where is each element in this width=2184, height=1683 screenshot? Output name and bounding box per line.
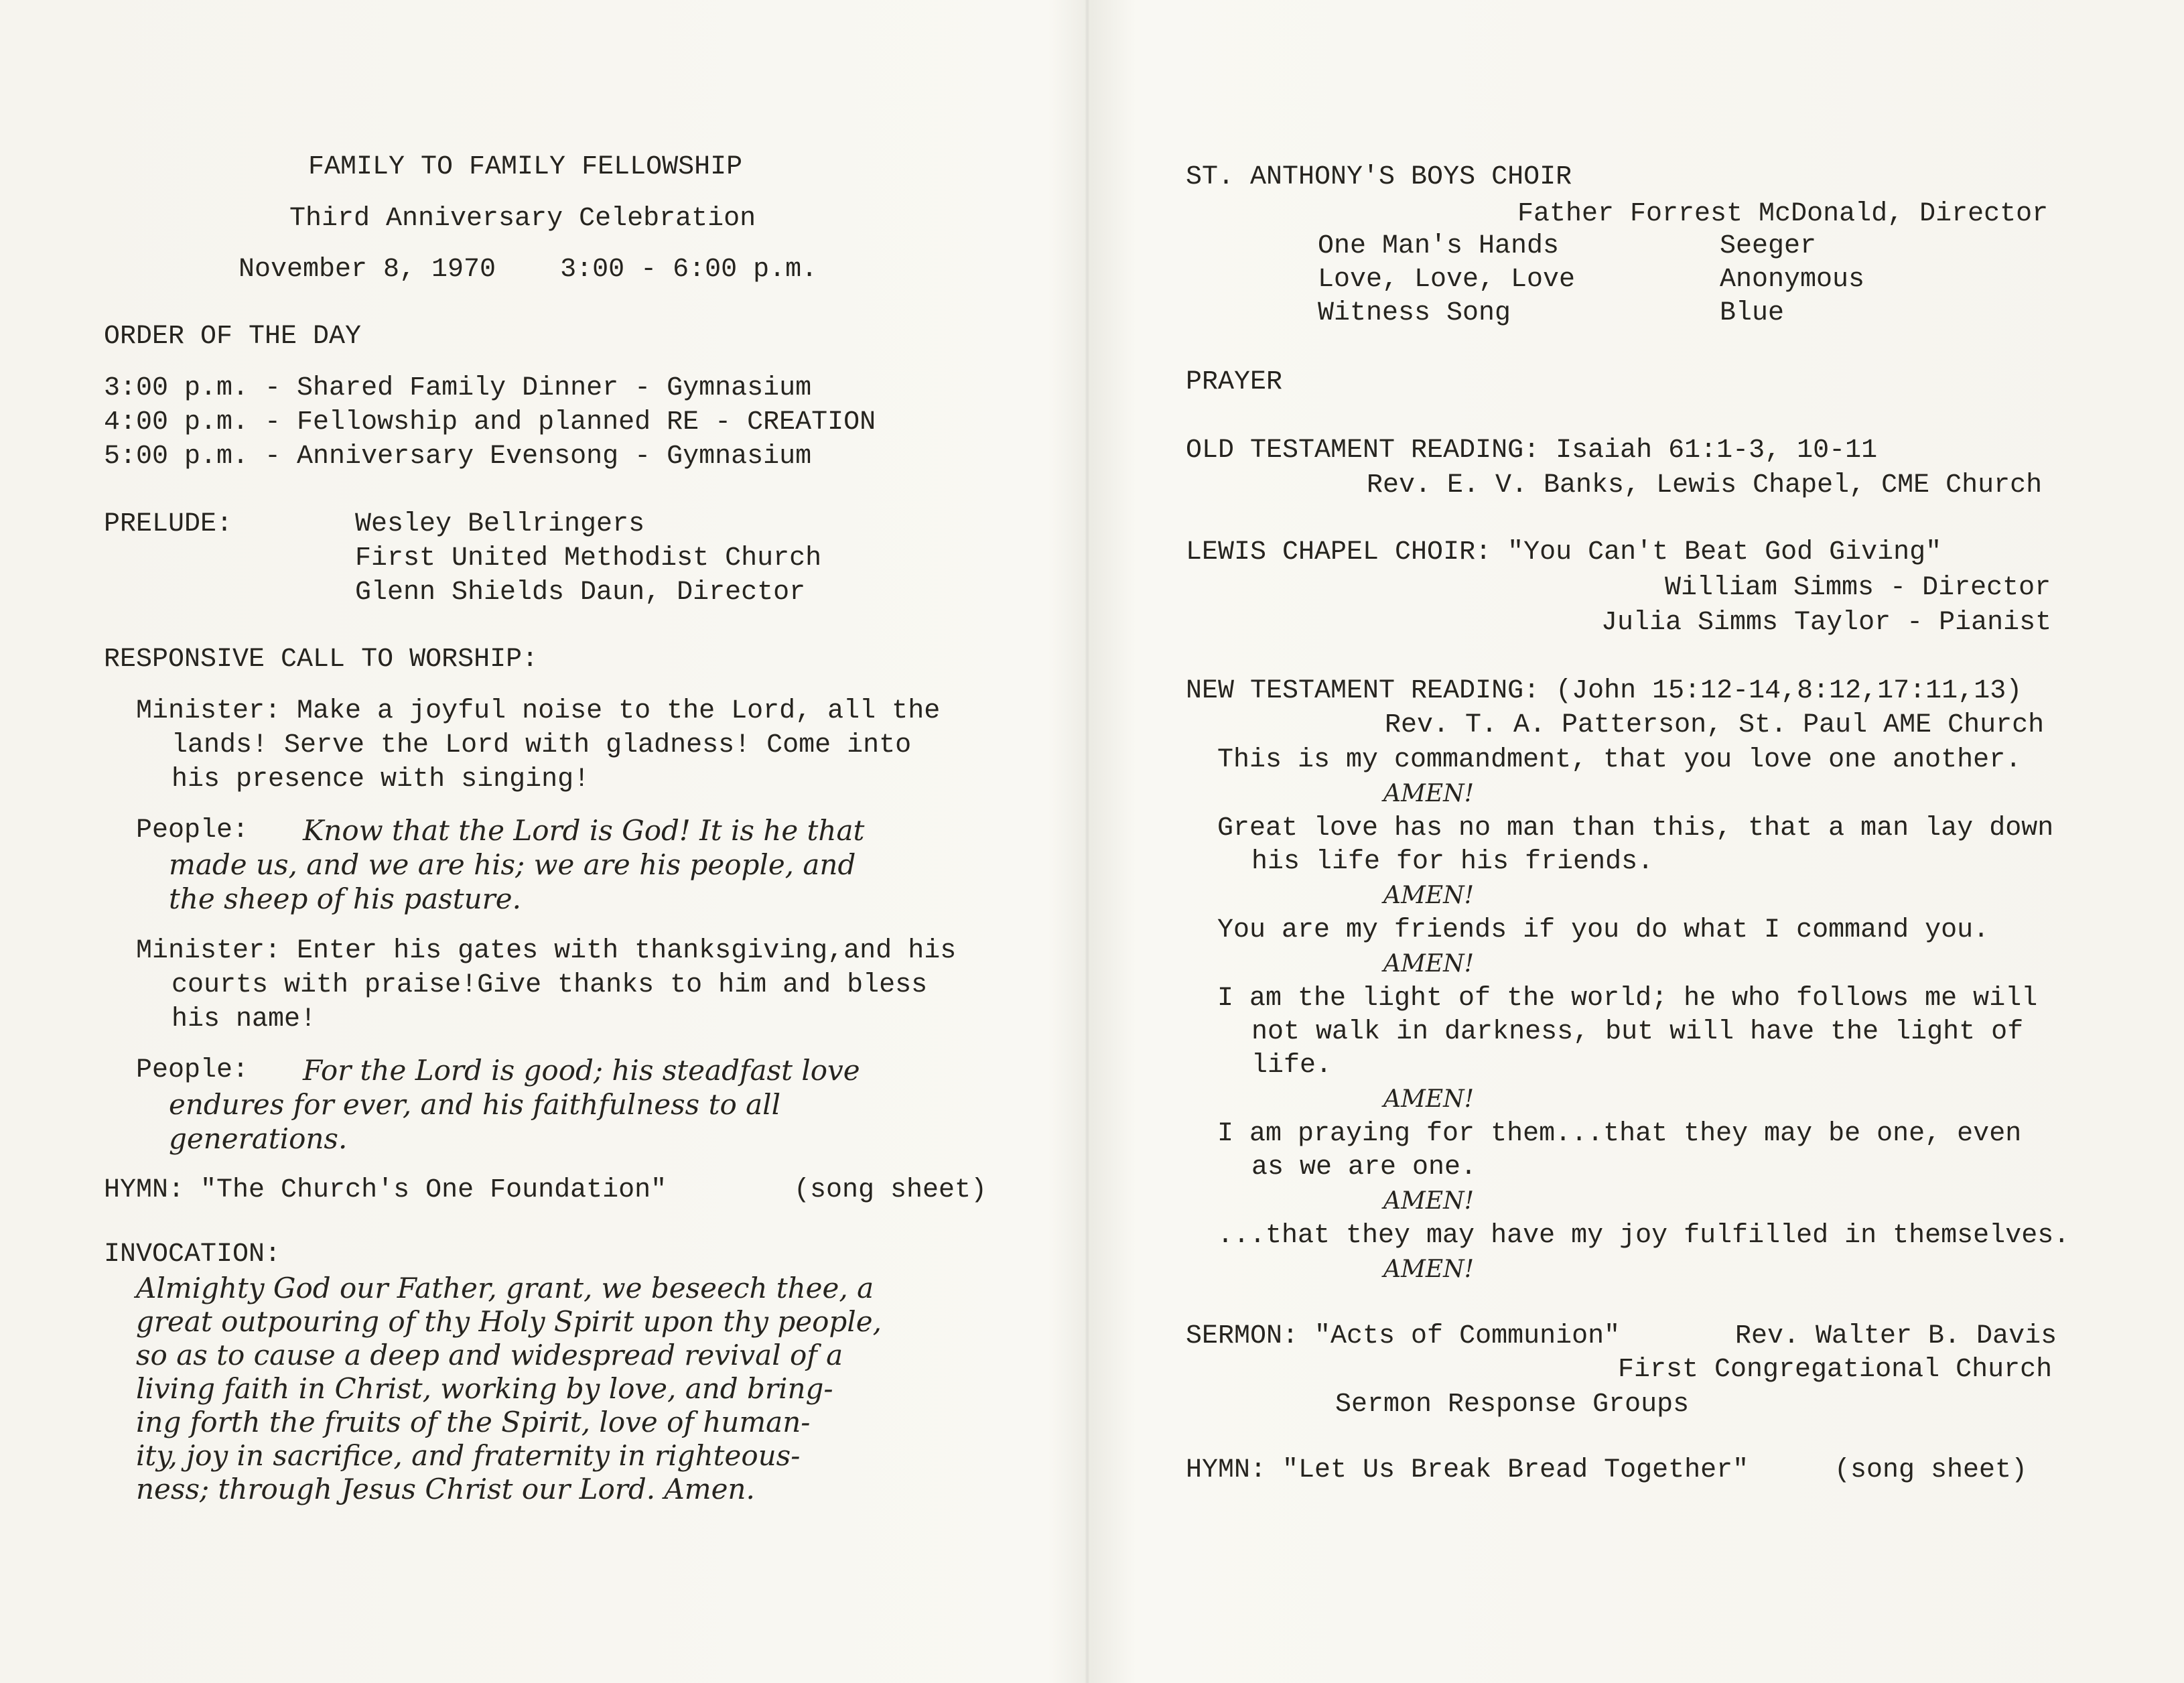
right-panel: [1092, 0, 2184, 1683]
invocation-line: Almighty God our Father, grant, we beseech thee, a: [136, 1272, 874, 1304]
choir-heading: ST. ANTHONY'S BOYS CHOIR: [1186, 162, 1572, 192]
left-panel: [0, 0, 1085, 1683]
minister-line: courts with praise!Give thanks to him and bless: [172, 970, 928, 1000]
verse-line: ...that they may have my joy fulfilled in themselves.: [1217, 1221, 2070, 1251]
verse-line: Great love has no man than this, that a man lay down: [1217, 813, 2054, 844]
amen-response: AMEN!: [1383, 1187, 1475, 1215]
verse-line: You are my friends if you do what I command you.: [1217, 915, 1990, 945]
people-label: People:: [136, 815, 249, 846]
verse-line: This is my commandment, that you love one another.: [1217, 745, 2022, 775]
order-item: 4:00 p.m. - Fellowship and planned RE - CREATION: [104, 407, 876, 437]
verse-line: I am praying for them...that they may be one, even: [1217, 1119, 2022, 1149]
song-title: Love, Love, Love: [1318, 265, 1576, 295]
amen-response: AMEN!: [1383, 780, 1475, 807]
program-date: November 8, 1970 3:00 - 6:00 p.m.: [238, 255, 818, 285]
call-heading: RESPONSIVE CALL TO WORSHIP:: [104, 645, 539, 675]
invocation-line: ness; through Jesus Christ our Lord. Amen.: [136, 1473, 755, 1505]
minister-line: lands! Serve the Lord with gladness! Come into: [172, 730, 912, 760]
people-line: made us, and we are his; we are his people, and: [169, 848, 856, 881]
ot-reading: OLD TESTAMENT READING: Isaiah 61:1-3, 10-11: [1186, 435, 1878, 466]
page-fold: [1085, 0, 1089, 1683]
lewis-choir: LEWIS CHAPEL CHOIR: "You Can't Beat God Giving": [1186, 537, 1942, 567]
invocation-line: ity, joy in sacrifice, and fraternity in righteous-: [136, 1439, 801, 1472]
program-title: FAMILY TO FAMILY FELLOWSHIP: [308, 152, 743, 182]
people-line: generations.: [169, 1122, 348, 1155]
order-heading: ORDER OF THE DAY: [104, 322, 362, 352]
people-line: the sheep of his pasture.: [169, 882, 521, 915]
song-author: Anonymous: [1720, 265, 1865, 295]
hymn-label: HYMN: "Let Us Break Bread Together": [1186, 1455, 1749, 1485]
verse-line: life.: [1251, 1051, 1333, 1081]
minister-line: Minister: Make a joyful noise to the Lord, all the: [136, 696, 941, 726]
song-author: Seeger: [1720, 231, 1817, 261]
sermon-preacher: Rev. Walter B. Davis: [1735, 1321, 2057, 1351]
verse-line: as we are one.: [1251, 1152, 1477, 1183]
order-item: 3:00 p.m. - Shared Family Dinner - Gymnasium: [104, 373, 812, 403]
invocation-heading: INVOCATION:: [104, 1239, 281, 1270]
minister-line: his name!: [172, 1004, 317, 1034]
prelude-line: First United Methodist Church: [355, 543, 822, 574]
choir-director: Father Forrest McDonald, Director: [1517, 199, 2049, 229]
hymn-note: (song sheet): [1834, 1455, 2028, 1485]
hymn-note: (song sheet): [794, 1175, 987, 1205]
invocation-line: great outpouring of thy Holy Spirit upon thy people,: [136, 1305, 882, 1338]
order-item: 5:00 p.m. - Anniversary Evensong - Gymnasium: [104, 442, 812, 472]
verse-line: his life for his friends.: [1251, 847, 1654, 877]
song-author: Blue: [1720, 298, 1785, 328]
amen-response: AMEN!: [1383, 1085, 1475, 1113]
prayer-heading: PRAYER: [1186, 367, 1283, 397]
nt-reader: Rev. T. A. Patterson, St. Paul AME Church: [1385, 710, 2045, 740]
people-line: For the Lord is good; his steadfast love: [303, 1054, 860, 1087]
program-subtitle: Third Anniversary Celebration: [289, 204, 756, 234]
prelude-label: PRELUDE:: [104, 509, 233, 539]
invocation-line: so as to cause a deep and widespread revival of a: [136, 1339, 843, 1371]
verse-line: not walk in darkness, but will have the light of: [1251, 1017, 2024, 1047]
sermon-church: First Congregational Church: [1618, 1355, 2053, 1385]
people-line: Know that the Lord is God! It is he that: [303, 814, 865, 847]
minister-line: Minister: Enter his gates with thanksgiving,and his: [136, 936, 957, 966]
people-label: People:: [136, 1055, 249, 1085]
minister-line: his presence with singing!: [172, 764, 590, 795]
amen-response: AMEN!: [1383, 1256, 1475, 1283]
lewis-pianist: Julia Simms Taylor - Pianist: [1601, 608, 2052, 638]
sermon-groups: Sermon Response Groups: [1335, 1390, 1690, 1420]
ot-reader: Rev. E. V. Banks, Lewis Chapel, CME Church: [1367, 470, 2043, 500]
lewis-director: William Simms - Director: [1665, 573, 2051, 603]
amen-response: AMEN!: [1383, 882, 1475, 909]
amen-response: AMEN!: [1383, 950, 1475, 978]
nt-reading: NEW TESTAMENT READING: (John 15:12-14,8:12,17:11,13): [1186, 676, 2023, 706]
prelude-line: Wesley Bellringers: [355, 509, 645, 539]
sermon-label: SERMON: "Acts of Communion": [1186, 1321, 1621, 1351]
hymn-label: HYMN: "The Church's One Foundation": [104, 1175, 667, 1205]
verse-line: I am the light of the world; he who follows me will: [1217, 984, 2038, 1014]
people-line: endures for ever, and his faithfulness to all: [169, 1088, 781, 1121]
invocation-line: ing forth the fruits of the Spirit, love of human-: [136, 1406, 811, 1438]
song-title: Witness Song: [1318, 298, 1511, 328]
prelude-line: Glenn Shields Daun, Director: [355, 578, 806, 608]
invocation-line: living faith in Christ, working by love, and bring-: [136, 1372, 833, 1405]
song-title: One Man's Hands: [1318, 231, 1560, 261]
